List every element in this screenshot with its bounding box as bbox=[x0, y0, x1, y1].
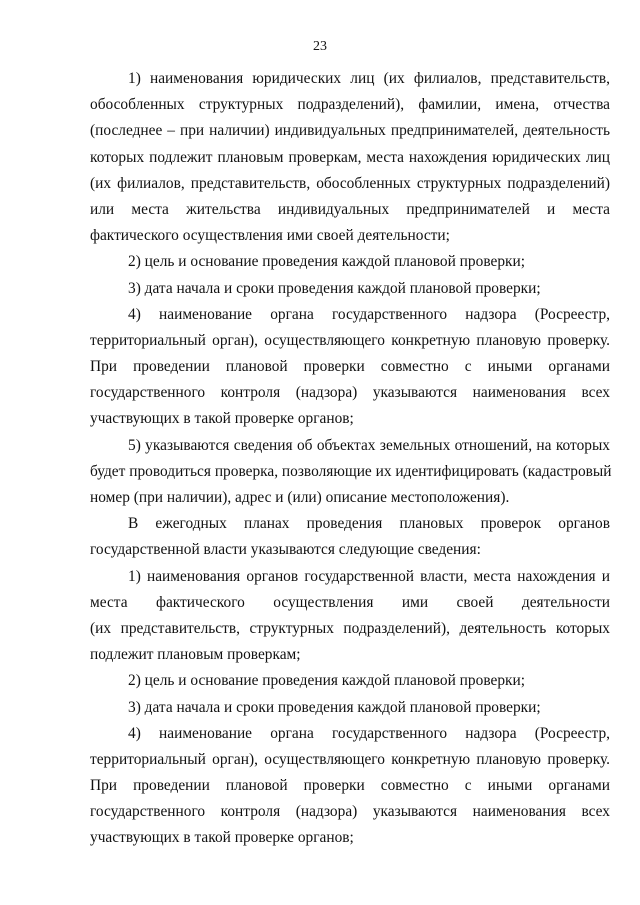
text-line: участвующих в такой проверке органов; bbox=[90, 410, 354, 428]
text-line: обособленных структурных подразделений), фамилии, имена, отчества bbox=[90, 96, 610, 114]
text-line: фактического осуществления ими своей деятельности; bbox=[90, 227, 450, 245]
document-body bbox=[90, 66, 610, 852]
text-line: 3) дата начала и сроки проведения каждой плановой проверки; bbox=[128, 279, 541, 297]
text-line: 5) указываются сведения об объектах земельных отношений, на которых bbox=[128, 436, 610, 454]
text-line: подлежит плановым проверкам; bbox=[90, 646, 301, 664]
text-line: или места жительства индивидуальных предпринимателей и места bbox=[90, 200, 610, 218]
text-line: 2) цель и основание проведения каждой плановой проверки; bbox=[128, 672, 526, 690]
text-line: 4) наименование органа государственного надзора (Росреестр, bbox=[128, 305, 610, 323]
text-line: 3) дата начала и сроки проведения каждой плановой проверки; bbox=[128, 698, 541, 716]
page-number: 23 bbox=[313, 39, 327, 54]
text-line: территориальный орган), осуществляющего конкретную плановую проверку. bbox=[90, 331, 610, 349]
text-line: государственного контроля (надзора) указываются наименования всех bbox=[90, 384, 610, 402]
text-line: государственной власти указываются следующие сведения: bbox=[90, 541, 481, 559]
text-line: территориальный орган), осуществляющего конкретную плановую проверку. bbox=[90, 750, 610, 768]
text-line: номер (при наличии), адрес и (или) описание местоположения). bbox=[90, 489, 510, 506]
text-line: 1) наименования юридических лиц (их филиалов, представительств, bbox=[128, 70, 610, 87]
text-line: которых подлежит плановым проверкам, места нахождения юридических лиц bbox=[90, 148, 610, 166]
text-line: При проведении плановой проверки совместно с иными органами bbox=[90, 358, 610, 376]
text-line: (последнее – при наличии) индивидуальных предпринимателей, деятельность bbox=[90, 122, 610, 140]
text-line: При проведении плановой проверки совместно с иными органами bbox=[90, 777, 610, 795]
text-line: (их филиалов, представительств, обособленных структурных подразделений) bbox=[90, 174, 610, 192]
text-line: 1) наименования органов государственной власти, места нахождения и bbox=[128, 567, 610, 585]
text-line: участвующих в такой проверке органов; bbox=[90, 829, 354, 847]
text-line: 4) наименование органа государственного надзора (Росреестр, bbox=[128, 724, 610, 742]
text-line: В ежегодных планах проведения плановых проверок органов bbox=[128, 515, 610, 533]
text-line: места фактического осуществления ими своей деятельности bbox=[90, 593, 610, 611]
text-line: (их представительств, структурных подразделений), деятельность которых bbox=[90, 619, 610, 637]
text-line: будет проводиться проверка, позволяющие их идентифицировать (кадастровый bbox=[90, 462, 612, 480]
text-line: 2) цель и основание проведения каждой плановой проверки; bbox=[128, 253, 526, 271]
text-line: государственного контроля (надзора) указываются наименования всех bbox=[90, 803, 610, 821]
